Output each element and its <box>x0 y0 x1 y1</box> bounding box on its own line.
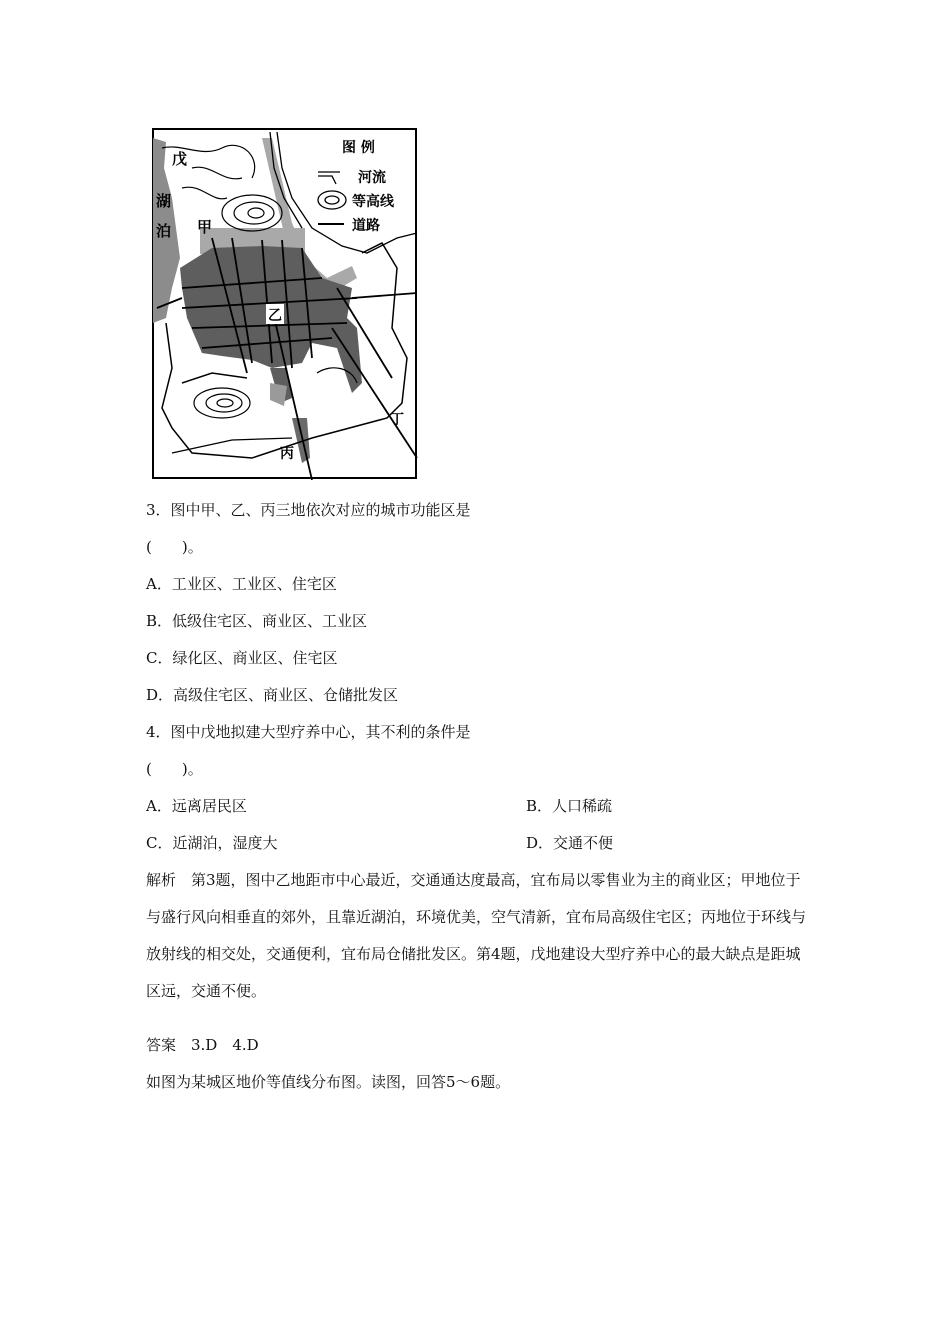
q4-option-c: C．近湖泊，湿度大 <box>146 834 278 852</box>
label-jia: 甲 <box>197 218 213 236</box>
answer-text: 答案 3.D 4.D <box>146 1036 259 1054</box>
q4-blank: ( )。 <box>146 760 203 778</box>
q3-option-d: D．高级住宅区、商业区、仓储批发区 <box>146 686 399 704</box>
legend-river: 河流 <box>358 170 386 186</box>
label-yi: 乙 <box>268 308 282 324</box>
q3-option-b: B．低级住宅区、商业区、工业区 <box>146 612 368 630</box>
q4-option-d: D．交通不便 <box>526 834 614 852</box>
legend-contour: 等高线 <box>352 194 394 210</box>
q4-option-a: A．远离居民区 <box>146 797 247 815</box>
label-ding: 丁 <box>390 412 404 428</box>
q3-blank: ( )。 <box>146 538 203 556</box>
q4-row-cd <box>146 833 614 853</box>
q4-row-ab <box>146 796 613 816</box>
legend-title: 图 例 <box>342 140 375 156</box>
next-question-intro: 如图为某城区地价等值线分布图。读图，回答5～6题。 <box>146 1073 511 1091</box>
q4-stem: 4．图中戊地拟建大型疗养中心，其不利的条件是 <box>146 723 471 741</box>
legend-road: 道路 <box>352 218 380 234</box>
q3-option-a: A．工业区、工业区、住宅区 <box>146 575 337 593</box>
q3-stem: 3．图中甲、乙、丙三地依次对应的城市功能区是 <box>146 501 471 519</box>
q3-option-c: C．绿化区、商业区、住宅区 <box>146 649 338 667</box>
q4-option-b: B．人口稀疏 <box>526 797 613 815</box>
analysis-text: 解析 第3题，图中乙地距市中心最近，交通通达度最高，宜布局以零售业为主的商业区；甲地位于与盛行风向相垂直的郊外，且靠近湖泊，环境优美，空气清新，宜布局高级住宅区；丙地位于环线与放射线的相交处，交通便利，宜布局仓储批发区。第4题，戊地建设大型疗养中心的最大缺点是距城区远，交通不便。 <box>146 871 807 1000</box>
label-wu: 戊 <box>172 150 188 168</box>
label-bing: 丙 <box>280 446 294 462</box>
label-lake-1: 湖 <box>156 192 172 210</box>
label-lake-2: 泊 <box>156 222 172 240</box>
city-map-figure <box>152 128 418 480</box>
